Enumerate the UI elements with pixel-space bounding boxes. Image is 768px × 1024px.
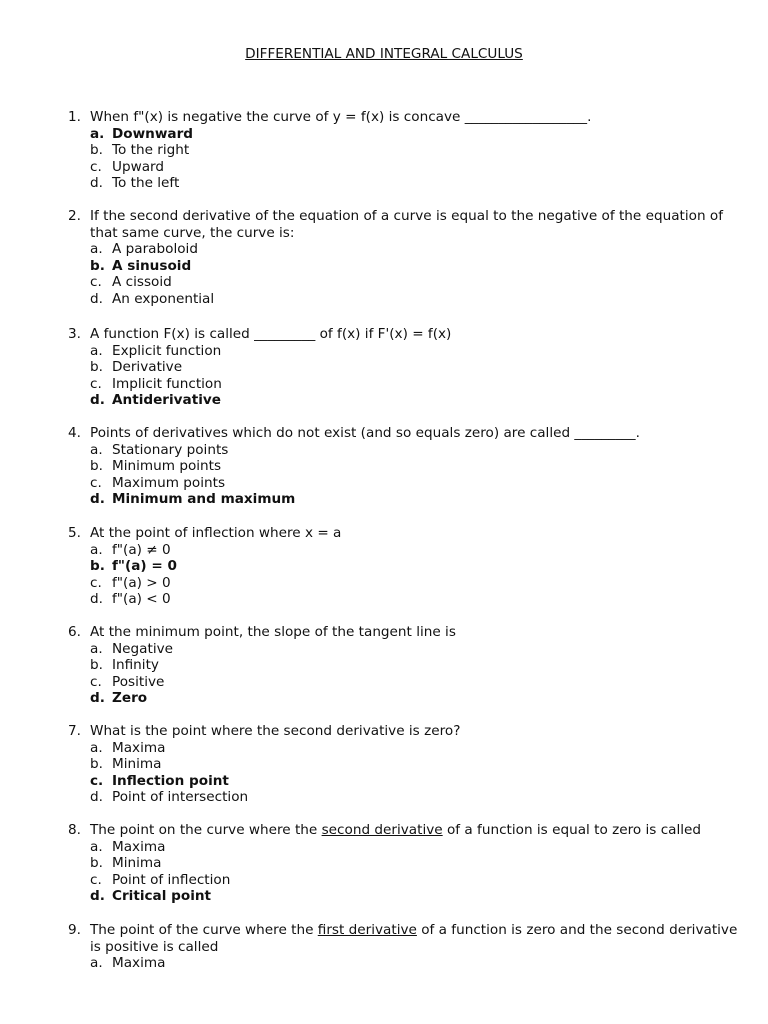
option-b-correct bbox=[90, 258, 748, 275]
question-stem bbox=[68, 425, 748, 442]
option-letter: a. bbox=[90, 541, 103, 558]
option-text: Downward bbox=[112, 125, 194, 142]
question-stem bbox=[68, 208, 748, 241]
option-b bbox=[90, 359, 748, 376]
question-text-before: The point on the curve where the bbox=[90, 822, 322, 838]
option-letter: a. bbox=[90, 739, 103, 756]
option-text: Inflection point bbox=[112, 772, 229, 789]
question-8 bbox=[68, 822, 748, 905]
option-text: Positive bbox=[112, 673, 165, 690]
question-text: Points of derivatives which do not exist (and so equals zero) are called _________. bbox=[90, 425, 640, 441]
option-text: Maxima bbox=[112, 955, 166, 972]
option-text: f"(a) > 0 bbox=[112, 574, 171, 591]
question-7 bbox=[68, 723, 748, 806]
option-c bbox=[90, 872, 748, 889]
option-text: Maxima bbox=[112, 838, 166, 855]
option-d bbox=[90, 591, 748, 608]
option-text: Infinity bbox=[112, 657, 159, 674]
option-letter: a. bbox=[90, 342, 103, 359]
option-text: Minima bbox=[112, 855, 162, 872]
option-list bbox=[90, 839, 748, 905]
option-text: Maxima bbox=[112, 739, 166, 756]
option-text: Maximum points bbox=[112, 474, 226, 491]
option-letter: c. bbox=[90, 871, 102, 888]
question-number: 7. bbox=[68, 723, 81, 739]
option-letter: a. bbox=[90, 955, 103, 972]
option-letter: c. bbox=[90, 375, 102, 392]
option-text: Minima bbox=[112, 756, 162, 773]
page-title: DIFFERENTIAL AND INTEGRAL CALCULUS bbox=[245, 46, 523, 62]
option-letter: c. bbox=[90, 158, 102, 175]
question-text bbox=[90, 822, 748, 839]
option-text: A paraboloid bbox=[112, 241, 198, 258]
option-text: Upward bbox=[112, 158, 165, 175]
question-text: At the point of inflection where x = a bbox=[90, 525, 342, 541]
question-number: 1. bbox=[68, 109, 81, 125]
option-a bbox=[90, 241, 748, 258]
question-3 bbox=[68, 326, 748, 409]
question-number: 5. bbox=[68, 525, 81, 541]
question-stem bbox=[68, 624, 748, 641]
option-letter: a. bbox=[90, 838, 103, 855]
option-letter: a. bbox=[90, 125, 105, 142]
option-letter: c. bbox=[90, 574, 102, 591]
option-list bbox=[90, 241, 748, 307]
option-text: To the left bbox=[112, 175, 180, 192]
option-letter: c. bbox=[90, 474, 102, 491]
option-letter: c. bbox=[90, 772, 104, 789]
option-a bbox=[90, 839, 748, 856]
option-b bbox=[90, 657, 748, 674]
question-text: At the minimum point, the slope of the tangent line is bbox=[90, 624, 456, 640]
option-b bbox=[90, 756, 748, 773]
question-text: When f"(x) is negative the curve of y = f(x) is concave __________________. bbox=[90, 109, 592, 125]
option-text: Derivative bbox=[112, 359, 183, 376]
question-number: 8. bbox=[68, 822, 81, 838]
question-text: A function F(x) is called _________ of f(x) if F'(x) = f(x) bbox=[90, 326, 452, 342]
option-a bbox=[90, 442, 748, 459]
option-d bbox=[90, 291, 748, 308]
option-letter: d. bbox=[90, 888, 105, 905]
option-text: An exponential bbox=[112, 290, 215, 307]
option-text: A sinusoid bbox=[112, 257, 192, 274]
question-text-underlined: second derivative bbox=[321, 822, 443, 838]
option-letter: b. bbox=[90, 756, 103, 773]
option-c bbox=[90, 274, 748, 291]
question-number: 6. bbox=[68, 624, 81, 640]
option-text: Antiderivative bbox=[112, 392, 221, 409]
option-letter: b. bbox=[90, 359, 103, 376]
question-4 bbox=[68, 425, 748, 508]
option-list bbox=[90, 641, 748, 707]
option-letter: a. bbox=[90, 241, 103, 258]
option-text: Negative bbox=[112, 640, 174, 657]
option-b bbox=[90, 855, 748, 872]
option-c bbox=[90, 575, 748, 592]
option-letter: b. bbox=[90, 458, 103, 475]
option-letter: d. bbox=[90, 591, 103, 608]
option-letter: b. bbox=[90, 257, 105, 274]
option-text: A cissoid bbox=[112, 274, 172, 291]
option-text: To the right bbox=[112, 142, 190, 159]
option-a bbox=[90, 955, 748, 972]
option-d-correct bbox=[90, 491, 748, 508]
question-text: If the second derivative of the equation of a curve is equal to the negative of the equation of that same curve, the curve is: bbox=[90, 208, 723, 241]
option-a bbox=[90, 542, 748, 559]
option-text: Point of inflection bbox=[112, 871, 231, 888]
question-text-after: of a function is equal to zero is called bbox=[442, 822, 702, 838]
question-number: 2. bbox=[68, 208, 81, 224]
option-text: Implicit function bbox=[112, 375, 222, 392]
option-letter: d. bbox=[90, 789, 103, 806]
question-number: 4. bbox=[68, 425, 81, 441]
option-text: f"(a) ≠ 0 bbox=[112, 541, 171, 558]
option-letter: a. bbox=[90, 640, 103, 657]
option-letter: c. bbox=[90, 673, 102, 690]
option-d bbox=[90, 789, 748, 806]
option-text: f"(a) = 0 bbox=[112, 558, 177, 575]
option-c bbox=[90, 376, 748, 393]
option-text: Stationary points bbox=[112, 441, 229, 458]
option-letter: b. bbox=[90, 142, 103, 159]
option-list bbox=[90, 442, 748, 508]
option-d-correct bbox=[90, 888, 748, 905]
option-a-correct bbox=[90, 126, 748, 143]
option-letter: d. bbox=[90, 690, 105, 707]
option-letter: b. bbox=[90, 657, 103, 674]
option-letter: c. bbox=[90, 274, 102, 291]
option-list bbox=[90, 740, 748, 806]
question-stem bbox=[68, 525, 748, 542]
option-d-correct bbox=[90, 392, 748, 409]
question-text-after: of a function is zero and the second derivative is positive is called bbox=[90, 922, 738, 955]
question-2 bbox=[68, 208, 748, 308]
question-9 bbox=[68, 922, 748, 972]
option-b bbox=[90, 458, 748, 475]
option-letter: d. bbox=[90, 491, 105, 508]
option-letter: d. bbox=[90, 392, 105, 409]
question-number: 3. bbox=[68, 326, 81, 342]
option-list bbox=[90, 343, 748, 409]
question-text bbox=[90, 922, 748, 955]
option-a bbox=[90, 641, 748, 658]
question-5 bbox=[68, 525, 748, 608]
question-stem bbox=[68, 822, 748, 839]
option-c bbox=[90, 475, 748, 492]
option-text: Minimum points bbox=[112, 458, 222, 475]
option-d bbox=[90, 175, 748, 192]
question-stem bbox=[68, 326, 748, 343]
option-a bbox=[90, 740, 748, 757]
option-b bbox=[90, 142, 748, 159]
option-text: Point of intersection bbox=[112, 789, 249, 806]
option-b-correct bbox=[90, 558, 748, 575]
question-stem bbox=[68, 723, 748, 740]
question-stem bbox=[68, 109, 748, 126]
question-text-underlined: first derivative bbox=[317, 922, 417, 938]
option-letter: a. bbox=[90, 441, 103, 458]
option-a bbox=[90, 343, 748, 360]
option-text: Critical point bbox=[112, 888, 212, 905]
option-letter: d. bbox=[90, 175, 103, 192]
option-letter: d. bbox=[90, 290, 103, 307]
option-letter: b. bbox=[90, 855, 103, 872]
option-c-correct bbox=[90, 773, 748, 790]
option-letter: b. bbox=[90, 558, 105, 575]
option-c bbox=[90, 674, 748, 691]
option-d-correct bbox=[90, 690, 748, 707]
option-text: Minimum and maximum bbox=[112, 491, 296, 508]
question-1 bbox=[68, 109, 748, 192]
option-list bbox=[90, 126, 748, 192]
option-text: f"(a) < 0 bbox=[112, 591, 171, 608]
question-stem bbox=[68, 922, 748, 955]
question-text: What is the point where the second derivative is zero? bbox=[90, 723, 461, 739]
option-c bbox=[90, 159, 748, 176]
question-6 bbox=[68, 624, 748, 707]
option-text: Zero bbox=[112, 690, 148, 707]
option-list bbox=[90, 542, 748, 608]
question-text-before: The point of the curve where the bbox=[90, 922, 318, 938]
option-text: Explicit function bbox=[112, 342, 222, 359]
option-list bbox=[90, 955, 748, 972]
question-number: 9. bbox=[68, 922, 81, 938]
